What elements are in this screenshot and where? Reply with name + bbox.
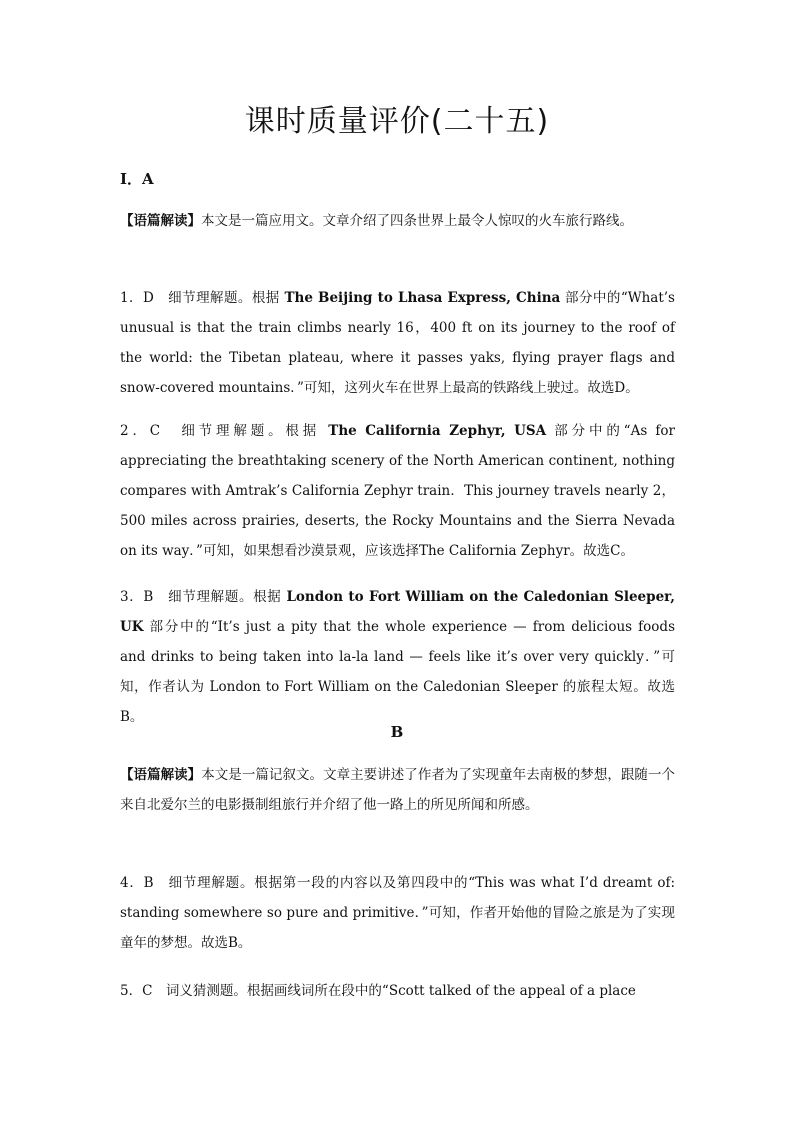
section-b-heading: B [390,723,404,741]
answer-item-1 [120,283,675,403]
page-title: 课时质量评价(二十五) [244,104,550,139]
answer-body: 部分中的“As for appreciating the breathtaking scenery of the North American continent, nothing compares with Amtrak’s California Zephyr train．This journey travels nearly 2，500 miles across prairies, deserts, the Rocky Mountains and the Sierra Nevada on its way．”可知，如果想看沙漠景观，应该选择The California Zephyr。故选C。 [120,423,675,559]
section-ref: The California Zephyr, USA [328,423,547,439]
answer-prefix: 1．D 细节理解题。根据 [120,290,285,306]
answer-item-3 [120,582,675,732]
answer-prefix: 2．C 细节理解题。根据 [120,423,329,439]
section-ref: The Beijing to Lhasa Express, China [284,290,561,306]
answer-body: 部分中的“What’s unusual is that the train climbs nearly 16，400 ft on its journey to the roof of the world: the Tibetan plateau, where it passes yaks, flying prayer flags and snow-covered mountains．”可知，这列火车在世界上最高的铁路线上驶过。故选D。 [120,290,675,396]
section-a-heading: Ⅰ．A [120,170,154,188]
reading-text: 本文是一篇应用文。文章介绍了四条世界上最令人惊叹的火车旅行路线。 [201,213,633,229]
answer-body: 部分中的“It’s just a pity that the whole experience — from delicious foods and drinks to being taken into la-la land — feels like it’s over very quickly．”可知，作者认为 London to Fort William on the Caledonian Sleeper 的旅程太短。故选B。 [120,619,675,725]
answer-item-2 [120,416,675,566]
answer-prefix: 3．B 细节理解题。根据 [120,589,287,605]
reading-text: 本文是一篇记叙文。文章主要讲述了作者为了实现童年去南极的梦想，跟随一个来自北爱尔兰的电影摄制组旅行并介绍了他一路上的所见所闻和所感。 [120,767,676,813]
reading-tag: 【语篇解读】 [120,767,202,783]
answer-item-4: 4．B 细节理解题。根据第一段的内容以及第四段中的“This was what I’d dreamt of: standing somewhere so pure and primitive．”可知，作者开始他的冒险之旅是为了实现童年的梦想。故选B。 [120,875,675,951]
reading-tag: 【语篇解读】 [120,213,201,229]
section-ref: London to Fort William on the Caledonian Sleeper, UK [120,589,675,635]
answer-item-5: 5．C 词义猜测题。根据画线词所在段中的“Scott talked of the appeal of a place [120,983,636,999]
section-a-reading [120,206,675,236]
section-b-reading [120,760,675,820]
